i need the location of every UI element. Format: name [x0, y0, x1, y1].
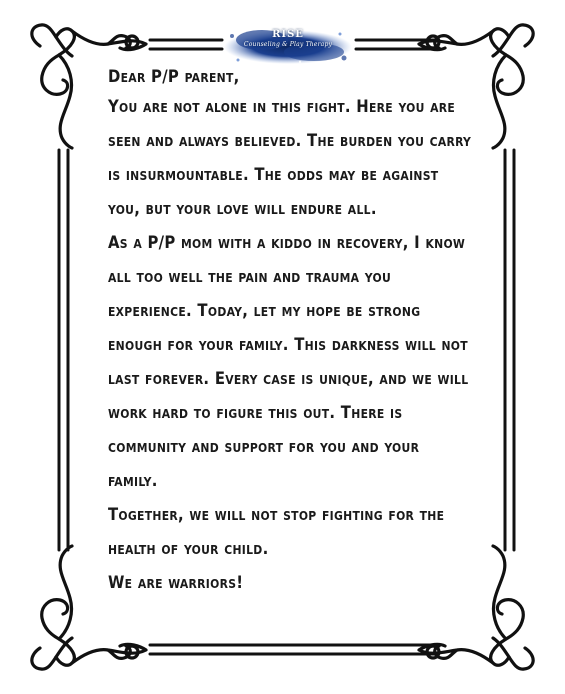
letter-greeting: Dear P/P parent, [108, 67, 240, 86]
letter-line: all too well the pain and trauma you [108, 267, 392, 286]
logo-title: RISE [272, 29, 304, 40]
letter-line: work hard to figure this out. There is [108, 403, 403, 422]
letter-line: family. [108, 471, 158, 490]
letter-line: Together, we will not stop fighting for the [108, 505, 445, 524]
letter-line: is insurmountable. The odds may be against [108, 165, 439, 184]
letter-line: health of your child. [108, 539, 269, 558]
letter-line: enough for your family. This darkness will not [108, 335, 468, 354]
letter-closing: We are warriors! [108, 573, 244, 592]
letter-line: You are not alone in this fight. Here you are [108, 97, 456, 116]
letter-line: you, but your love will endure all. [108, 199, 377, 218]
letter-line: last forever. Every case is unique, and we will [108, 369, 469, 388]
letter-line: experience. Today, let my hope be strong [108, 301, 421, 320]
letter-line: community and support for you and your [108, 437, 420, 456]
letter-line: seen and always believed. The burden you carry [108, 131, 472, 150]
letter-body [108, 60, 518, 600]
logo-wordmark [222, 30, 354, 48]
letter-line: As a P/P mom with a kiddo in recovery, I know [108, 233, 466, 252]
logo-subtitle: Counseling & Play Therapy [243, 41, 333, 48]
